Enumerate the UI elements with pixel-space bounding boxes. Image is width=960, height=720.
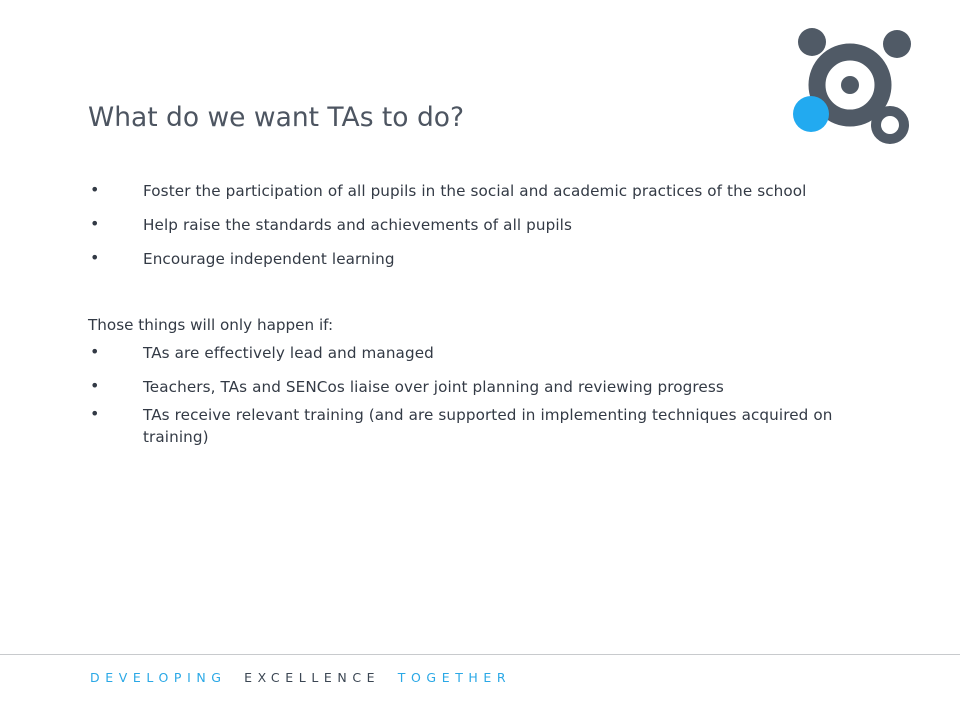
footer-word-excellence: EXCELLENCE (244, 670, 381, 685)
condition-item (88, 342, 888, 364)
logo-bottom-right-ring (876, 111, 904, 139)
goal-item (88, 214, 888, 236)
logo-center-dot (841, 76, 859, 94)
goal-text: Help raise the standards and achievements of all pupils (143, 216, 572, 234)
bullet-icon: • (90, 342, 100, 361)
condition-item (88, 376, 888, 398)
bullet-icon: • (90, 404, 100, 423)
slide-title: What do we want TAs to do? (88, 102, 465, 133)
goal-item (88, 180, 888, 202)
bullet-icon: • (90, 376, 100, 395)
footer-word-together: TOGETHER (397, 670, 512, 685)
condition-item (88, 404, 888, 448)
condition-text: TAs are effectively lead and managed (143, 344, 434, 362)
condition-text: Teachers, TAs and SENCos liaise over joint planning and reviewing progress (143, 378, 724, 396)
logo-top-left-dot (798, 28, 826, 56)
bullet-icon: • (90, 214, 100, 233)
goal-text: Foster the participation of all pupils in the social and academic practices of the school (143, 182, 807, 200)
logo-top-right-dot (883, 30, 911, 58)
goal-text: Encourage independent learning (143, 250, 395, 268)
goal-item (88, 248, 888, 270)
logo-blue-dot (793, 96, 829, 132)
bullet-icon: • (90, 248, 100, 267)
bullet-icon: • (90, 180, 100, 199)
footer-divider (0, 654, 960, 655)
footer-tagline (90, 670, 519, 685)
conditions-lead-in: Those things will only happen if: (88, 316, 334, 334)
organisation-logo (788, 22, 918, 152)
condition-text: TAs receive relevant training (and are supported in implementing techniques acquired on training) (143, 406, 833, 446)
footer-word-developing: DEVELOPING (90, 670, 227, 685)
